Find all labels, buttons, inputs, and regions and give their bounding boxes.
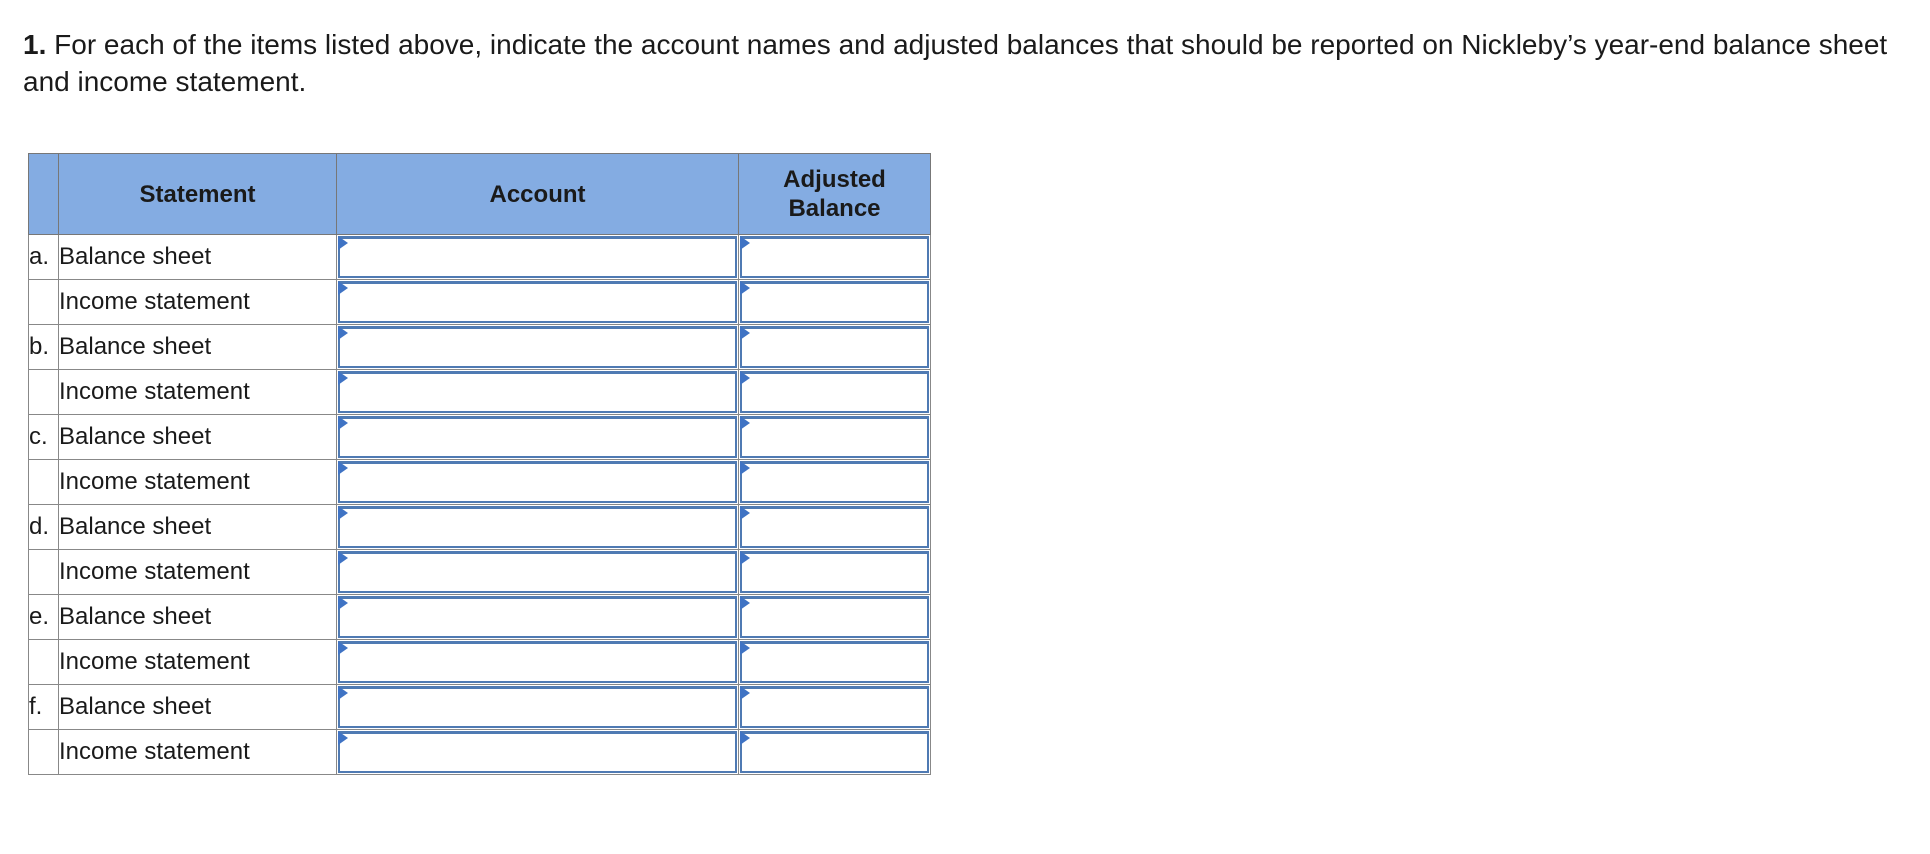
row-letter: b. xyxy=(29,325,59,370)
row-statement: Income statement xyxy=(59,370,337,415)
dropdown-marker-icon[interactable] xyxy=(740,731,750,745)
question-number: 1. xyxy=(23,29,47,60)
adjusted-balance-input[interactable] xyxy=(740,461,929,503)
balance-cell xyxy=(739,235,931,280)
account-cell xyxy=(337,415,739,460)
account-cell xyxy=(337,505,739,550)
adjusted-balance-input[interactable] xyxy=(740,416,929,458)
account-input[interactable] xyxy=(338,326,737,368)
dropdown-marker-icon[interactable] xyxy=(740,461,750,475)
table-row xyxy=(29,460,931,505)
table-row xyxy=(29,595,931,640)
row-statement: Income statement xyxy=(59,280,337,325)
dropdown-marker-icon[interactable] xyxy=(740,686,750,700)
dropdown-marker-icon[interactable] xyxy=(740,551,750,565)
account-input[interactable] xyxy=(338,506,737,548)
table-row xyxy=(29,685,931,730)
adjusted-balance-input[interactable] xyxy=(740,371,929,413)
account-input[interactable] xyxy=(338,236,737,278)
dropdown-marker-icon[interactable] xyxy=(740,371,750,385)
adjusted-balance-input[interactable] xyxy=(740,551,929,593)
balance-cell xyxy=(739,325,931,370)
adjusted-balance-input[interactable] xyxy=(740,506,929,548)
row-letter xyxy=(29,640,59,685)
dropdown-marker-icon[interactable] xyxy=(740,326,750,340)
row-letter: d. xyxy=(29,505,59,550)
balance-cell xyxy=(739,415,931,460)
adjusted-balance-input[interactable] xyxy=(740,731,929,773)
account-input[interactable] xyxy=(338,551,737,593)
adjusted-balance-input[interactable] xyxy=(740,326,929,368)
account-input[interactable] xyxy=(338,371,737,413)
dropdown-marker-icon[interactable] xyxy=(338,506,348,520)
balance-cell xyxy=(739,685,931,730)
table-row xyxy=(29,640,931,685)
balance-cell xyxy=(739,730,931,775)
row-letter: a. xyxy=(29,235,59,280)
row-letter: c. xyxy=(29,415,59,460)
row-statement: Balance sheet xyxy=(59,595,337,640)
table-row xyxy=(29,370,931,415)
adjusted-balance-input[interactable] xyxy=(740,686,929,728)
account-input[interactable] xyxy=(338,641,737,683)
row-statement: Balance sheet xyxy=(59,325,337,370)
dropdown-marker-icon[interactable] xyxy=(338,551,348,565)
table-row xyxy=(29,235,931,280)
dropdown-marker-icon[interactable] xyxy=(338,371,348,385)
balance-cell xyxy=(739,550,931,595)
dropdown-marker-icon[interactable] xyxy=(740,596,750,610)
balance-cell xyxy=(739,370,931,415)
row-letter xyxy=(29,550,59,595)
dropdown-marker-icon[interactable] xyxy=(740,281,750,295)
account-cell xyxy=(337,640,739,685)
row-statement: Income statement xyxy=(59,640,337,685)
account-cell xyxy=(337,595,739,640)
account-cell xyxy=(337,550,739,595)
adjusted-balance-input[interactable] xyxy=(740,596,929,638)
account-cell xyxy=(337,280,739,325)
balance-cell xyxy=(739,460,931,505)
row-statement: Income statement xyxy=(59,550,337,595)
row-letter: f. xyxy=(29,685,59,730)
dropdown-marker-icon[interactable] xyxy=(338,461,348,475)
account-cell xyxy=(337,685,739,730)
dropdown-marker-icon[interactable] xyxy=(338,731,348,745)
account-input[interactable] xyxy=(338,281,737,323)
dropdown-marker-icon[interactable] xyxy=(740,236,750,250)
account-cell xyxy=(337,235,739,280)
account-input[interactable] xyxy=(338,596,737,638)
account-cell xyxy=(337,460,739,505)
dropdown-marker-icon[interactable] xyxy=(338,686,348,700)
header-letter-cell xyxy=(29,154,59,235)
balance-cell xyxy=(739,505,931,550)
table-row xyxy=(29,415,931,460)
dropdown-marker-icon[interactable] xyxy=(338,236,348,250)
dropdown-marker-icon[interactable] xyxy=(740,416,750,430)
question-prompt xyxy=(23,26,1903,100)
account-input[interactable] xyxy=(338,686,737,728)
answer-table xyxy=(28,153,931,775)
account-cell xyxy=(337,730,739,775)
row-letter xyxy=(29,370,59,415)
dropdown-marker-icon[interactable] xyxy=(740,641,750,655)
table-row xyxy=(29,550,931,595)
header-row xyxy=(29,154,931,235)
account-input[interactable] xyxy=(338,731,737,773)
row-statement: Balance sheet xyxy=(59,505,337,550)
dropdown-marker-icon[interactable] xyxy=(338,326,348,340)
table-row xyxy=(29,730,931,775)
balance-cell xyxy=(739,595,931,640)
adjusted-balance-input[interactable] xyxy=(740,641,929,683)
table-row xyxy=(29,325,931,370)
row-statement: Income statement xyxy=(59,460,337,505)
row-letter xyxy=(29,280,59,325)
row-letter xyxy=(29,730,59,775)
header-statement: Statement xyxy=(59,154,337,235)
dropdown-marker-icon[interactable] xyxy=(338,416,348,430)
account-input[interactable] xyxy=(338,461,737,503)
question-text: For each of the items listed above, indicate the account names and adjusted balances that should be reported on Nickleby’s year-end balance sheet and income statement. xyxy=(23,29,1888,97)
dropdown-marker-icon[interactable] xyxy=(740,506,750,520)
row-statement: Balance sheet xyxy=(59,415,337,460)
header-account: Account xyxy=(337,154,739,235)
adjusted-balance-input[interactable] xyxy=(740,236,929,278)
row-statement: Income statement xyxy=(59,730,337,775)
table-row xyxy=(29,505,931,550)
row-statement: Balance sheet xyxy=(59,235,337,280)
account-cell xyxy=(337,370,739,415)
dropdown-marker-icon[interactable] xyxy=(338,281,348,295)
balance-cell xyxy=(739,640,931,685)
table-body xyxy=(29,235,931,775)
table-row xyxy=(29,280,931,325)
row-letter: e. xyxy=(29,595,59,640)
account-input[interactable] xyxy=(338,416,737,458)
balance-cell xyxy=(739,280,931,325)
dropdown-marker-icon[interactable] xyxy=(338,641,348,655)
dropdown-marker-icon[interactable] xyxy=(338,596,348,610)
account-cell xyxy=(337,325,739,370)
row-statement: Balance sheet xyxy=(59,685,337,730)
adjusted-balance-input[interactable] xyxy=(740,281,929,323)
row-letter xyxy=(29,460,59,505)
header-adjusted-balance: Adjusted Balance xyxy=(739,154,931,235)
